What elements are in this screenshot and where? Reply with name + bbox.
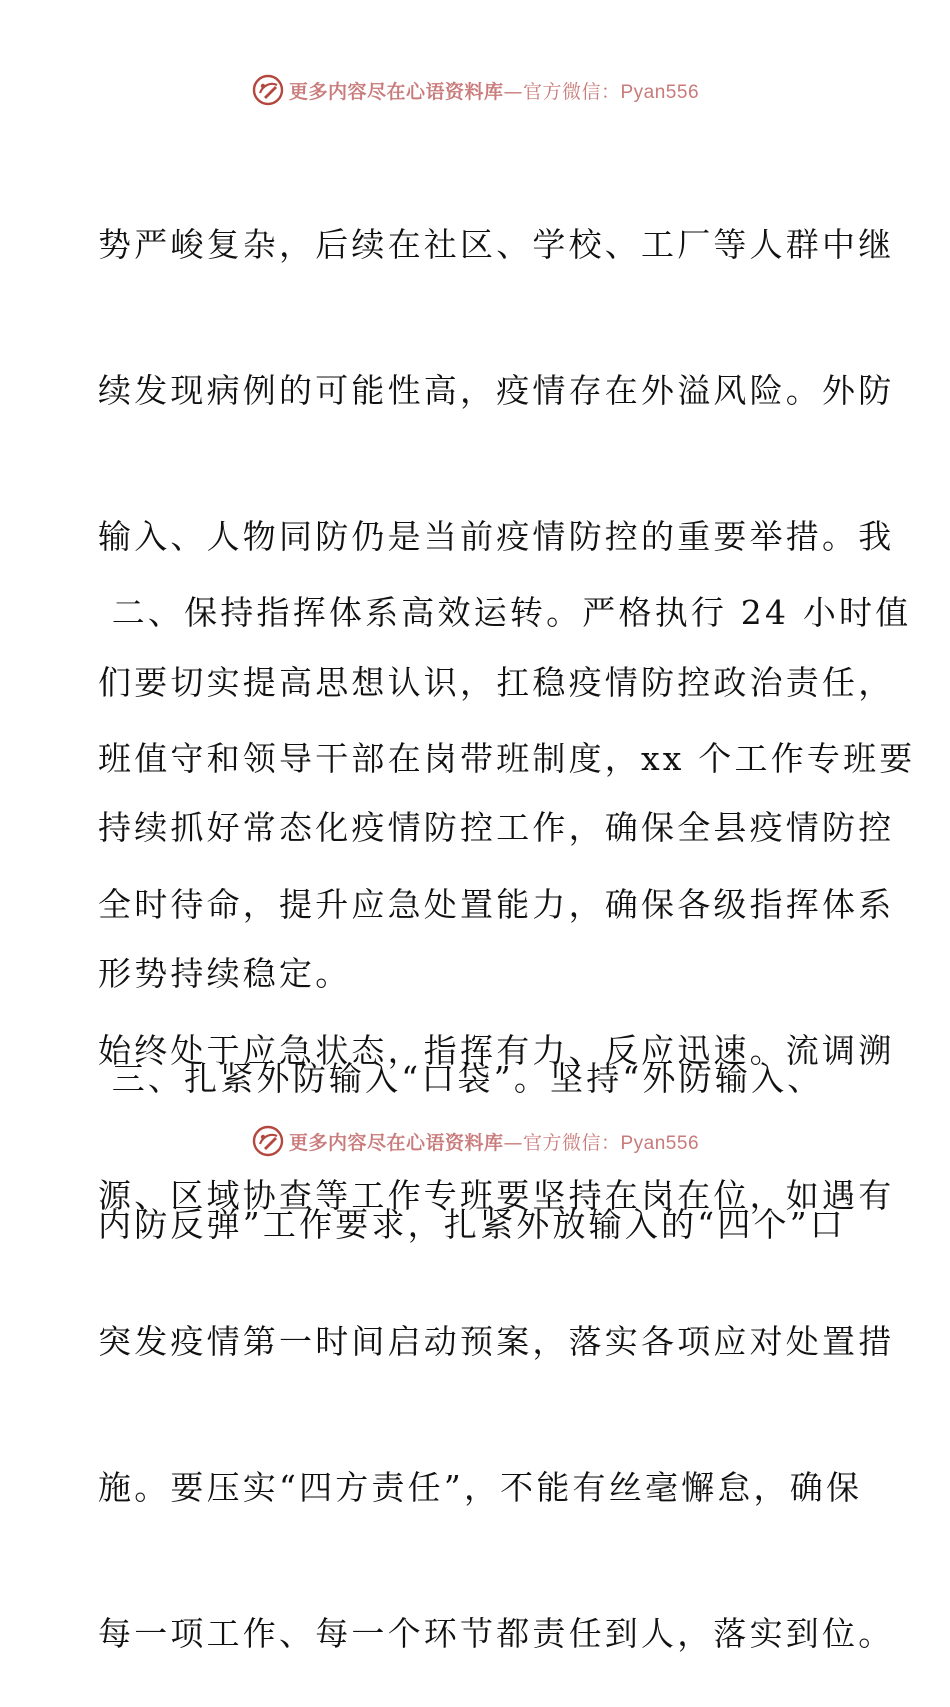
text-line: 续发现病例的可能性高，疫情存在外溢风险。外防: [98, 370, 895, 410]
text-line: 突发疫情第一时间启动预案，落实各项应对处置措: [98, 1322, 895, 1362]
text-line: 始终处于应急状态，指挥有力、反应迅速。流调溯: [98, 1030, 895, 1070]
logo-icon: [251, 73, 285, 107]
footer-banner: [0, 1121, 950, 1161]
text-line: 形势持续稳定。: [98, 954, 352, 994]
text-line: 源、区域协查等工作专班要坚持在岗在位，如遇有: [98, 1176, 895, 1216]
banner-main-text: 更多内容尽在心语资料库: [288, 80, 504, 103]
text-line: 每一项工作、每一个环节都责任到人，落实到位。: [98, 1613, 895, 1653]
banner-separator: —: [503, 1131, 523, 1154]
text-line: 班值守和领导干部在岗带班制度，xx 个工作专班要: [98, 738, 916, 778]
text-line: 三、扎紧外防输入“口袋”。坚持“外防输入、: [98, 1059, 824, 1099]
text-line: 势严峻复杂，后续在社区、学校、工厂等人群中继: [98, 225, 895, 265]
banner-text: [289, 1128, 699, 1155]
text-line: 全时待命，提升应急处置能力，确保各级指挥体系: [98, 884, 895, 924]
text-line: 持续抓好常态化疫情防控工作，确保全县疫情防控: [98, 808, 895, 848]
banner-wechat-label: 官方微信：: [522, 80, 621, 103]
text-line: 内防反弹”工作要求，扎紧外放输入的“四个”口: [98, 1204, 847, 1244]
text-line: 输入、人物同防仍是当前疫情防控的重要举措。我: [98, 516, 895, 556]
banner-separator: —: [503, 80, 523, 103]
text-line: 二、保持指挥体系高效运转。严格执行 24 小时值: [98, 593, 912, 633]
text-line: 们要切实提高思想认识，扛稳疫情防控政治责任，: [98, 662, 895, 702]
banner-wechat-label: 官方微信：: [522, 1131, 621, 1154]
banner-main-text: 更多内容尽在心语资料库: [288, 1131, 504, 1154]
header-banner: [0, 70, 950, 110]
banner-wechat-id: Pyan556: [620, 1132, 700, 1154]
banner-wechat-id: Pyan556: [620, 81, 700, 103]
banner-text: [289, 77, 699, 104]
text-line: 施。要压实“四方责任”，不能有丝毫懈怠，确保: [98, 1467, 863, 1507]
logo-icon: [251, 1124, 285, 1158]
